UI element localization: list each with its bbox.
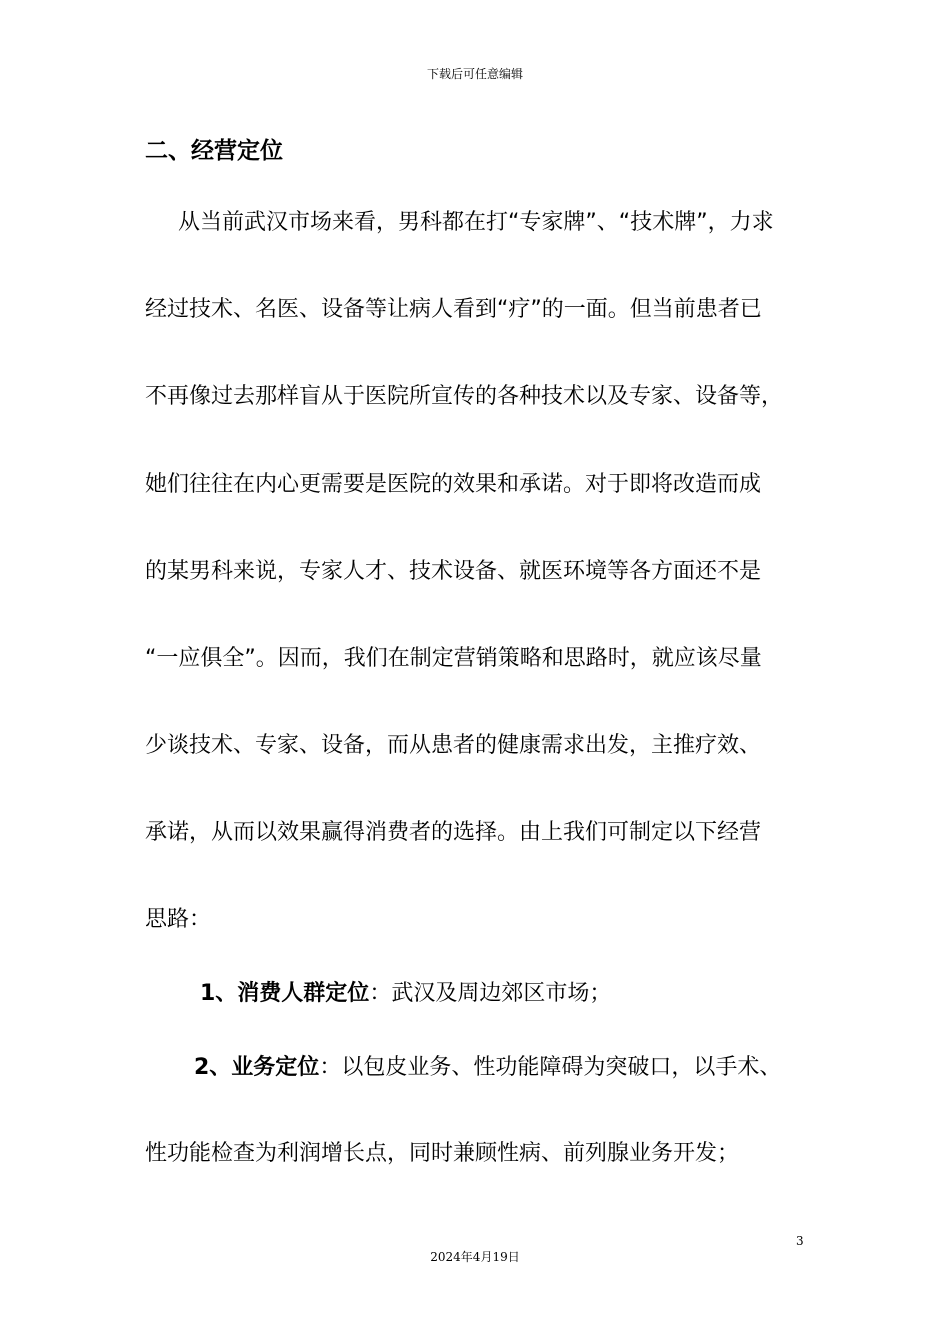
paragraph-line: 少谈技术、专家、设备，而从患者的健康需求出发，主推疗效、 [145,733,762,758]
header-note: 下载后可任意编辑 [426,67,523,81]
paragraph-line: “一应俱全”。因而，我们在制定营销策略和思路时，就应该尽量 [145,646,762,671]
paragraph-line: 思路： [145,907,212,932]
list-item [194,1052,781,1084]
paragraph-line: 不再像过去那样盲从于医院所宣传的各种技术以及专家、设备等， [145,384,784,409]
paragraph-line: 承诺，从而以效果赢得消费者的选择。由上我们可制定以下经营 [145,820,762,845]
footer-date: 2024年4月19日 [430,1250,520,1264]
paragraph-line: 经过技术、名医、设备等让病人看到“疗”的一面。但当前患者已 [145,297,762,322]
item-label: 2、业务定位 [194,1055,320,1080]
list-item [200,978,611,1010]
page-number: 3 [796,1234,804,1248]
item-text: ：以包皮业务、性功能障碍为突破口，以手术、 [319,1055,782,1080]
paragraph-line: 从当前武汉市场来看，男科都在打“专家牌”、“技术牌”，力求 [178,210,774,235]
item-label: 1、消费人群定位 [200,981,370,1006]
section-heading: 二、经营定位 [145,138,283,164]
paragraph-line: 她们往往在内心更需要是医院的效果和承诺。对于即将改造而成 [145,472,762,497]
list-item-continuation: 性功能检查为利润增长点，同时兼顾性病、前列腺业务开发； [145,1141,740,1166]
paragraph-line: 的某男科来说，专家人才、技术设备、就医环境等各方面还不是 [145,559,762,584]
item-text: ：武汉及周边郊区市场； [369,981,612,1006]
